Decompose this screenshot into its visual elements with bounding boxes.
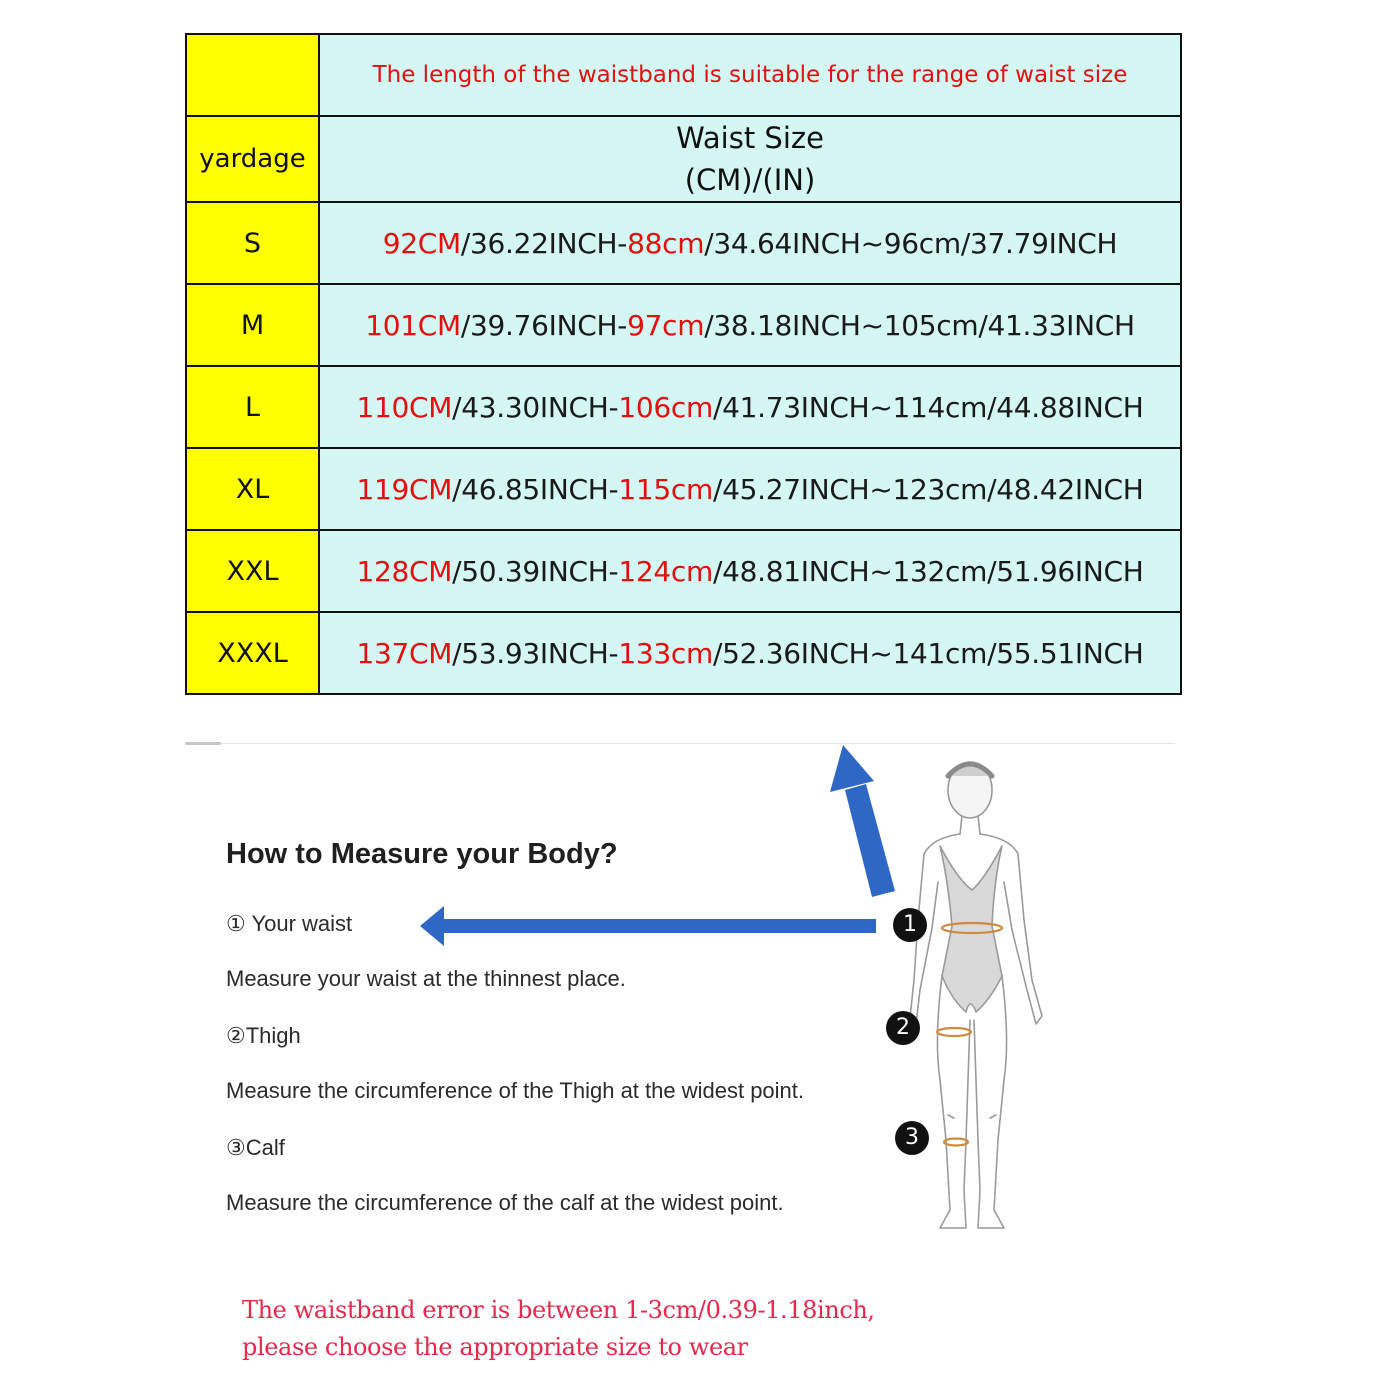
thigh-description: Measure the circumference of the Thigh at the widest point. [226,1078,805,1103]
calf-description: Measure the circumference of the calf at the widest point. [226,1190,784,1215]
measure-title: How to Measure your Body? [226,838,618,870]
error-note-line-2: please choose the appropriate size to wear [242,1333,748,1361]
size-min-cm: 133cm [618,636,713,670]
size-cm-value: 101CM [365,308,461,342]
size-label: M [186,284,319,366]
size-row [186,448,1181,530]
size-range [319,448,1181,530]
corner-cell [186,34,319,116]
size-min-cm: 115cm [618,472,713,506]
marker-1-icon: 1 [893,908,927,942]
size-min-cm: 97cm [627,308,705,342]
size-range-rest: /52.36INCH~141cm/55.51INCH [712,636,1144,670]
size-cm-value: 137CM [356,636,453,670]
size-label: XL [186,448,319,530]
header-row [186,116,1181,202]
calf-label: ③Calf [226,1135,285,1160]
size-range-rest: /41.73INCH~114cm/44.88INCH [712,390,1144,424]
section-divider [185,743,1175,744]
size-row [186,530,1181,612]
waist-size-unit: (CM)/(IN) [684,163,816,197]
waist-description: Measure your waist at the thinnest place. [226,966,626,991]
size-range-rest: /45.27INCH~123cm/48.42INCH [712,472,1144,506]
waistband-banner: The length of the waistband is suitable for the range of waist size [319,34,1181,116]
size-label: XXXL [186,612,319,694]
size-range-rest: /34.64INCH~96cm/37.79INCH [704,226,1118,260]
size-inch-value: /46.85INCH- [452,472,619,506]
thigh-label: ②Thigh [226,1023,301,1048]
size-inch-value: /39.76INCH- [460,308,628,342]
size-range [319,530,1181,612]
size-inch-value: /53.93INCH- [452,636,619,670]
size-range [319,366,1181,448]
size-cm-value: 92CM [382,226,461,260]
size-row [186,612,1181,694]
size-row [186,366,1181,448]
size-min-cm: 88cm [627,226,705,260]
size-range [319,612,1181,694]
size-chart-table [185,33,1182,695]
marker-3-icon: 3 [895,1121,929,1155]
size-inch-value: /36.22INCH- [460,226,628,260]
marker-2-icon: 2 [886,1011,920,1045]
size-row [186,284,1181,366]
waist-label: ① Your waist [226,911,353,936]
size-row [186,202,1181,284]
size-min-cm: 106cm [618,390,713,424]
size-range [319,202,1181,284]
yardage-header: yardage [186,116,319,202]
waist-size-title: Waist Size [676,121,824,155]
size-label: XXL [186,530,319,612]
size-inch-value: /43.30INCH- [452,390,619,424]
size-inch-value: /50.39INCH- [452,554,619,588]
left-arrow-icon [420,906,876,946]
size-cm-value: 110CM [356,390,453,424]
error-note-line-1: The waistband error is between 1-3cm/0.39-1.18inch, [242,1296,875,1324]
size-cm-value: 128CM [356,554,453,588]
body-figure-illustration [880,750,1080,1250]
banner-row [186,34,1181,116]
size-label: L [186,366,319,448]
waist-size-header [319,116,1181,202]
size-range-rest: /48.81INCH~132cm/51.96INCH [712,554,1144,588]
size-cm-value: 119CM [356,472,453,506]
size-range-rest: /38.18INCH~105cm/41.33INCH [704,308,1135,342]
size-range [319,284,1181,366]
size-label: S [186,202,319,284]
size-min-cm: 124cm [618,554,713,588]
